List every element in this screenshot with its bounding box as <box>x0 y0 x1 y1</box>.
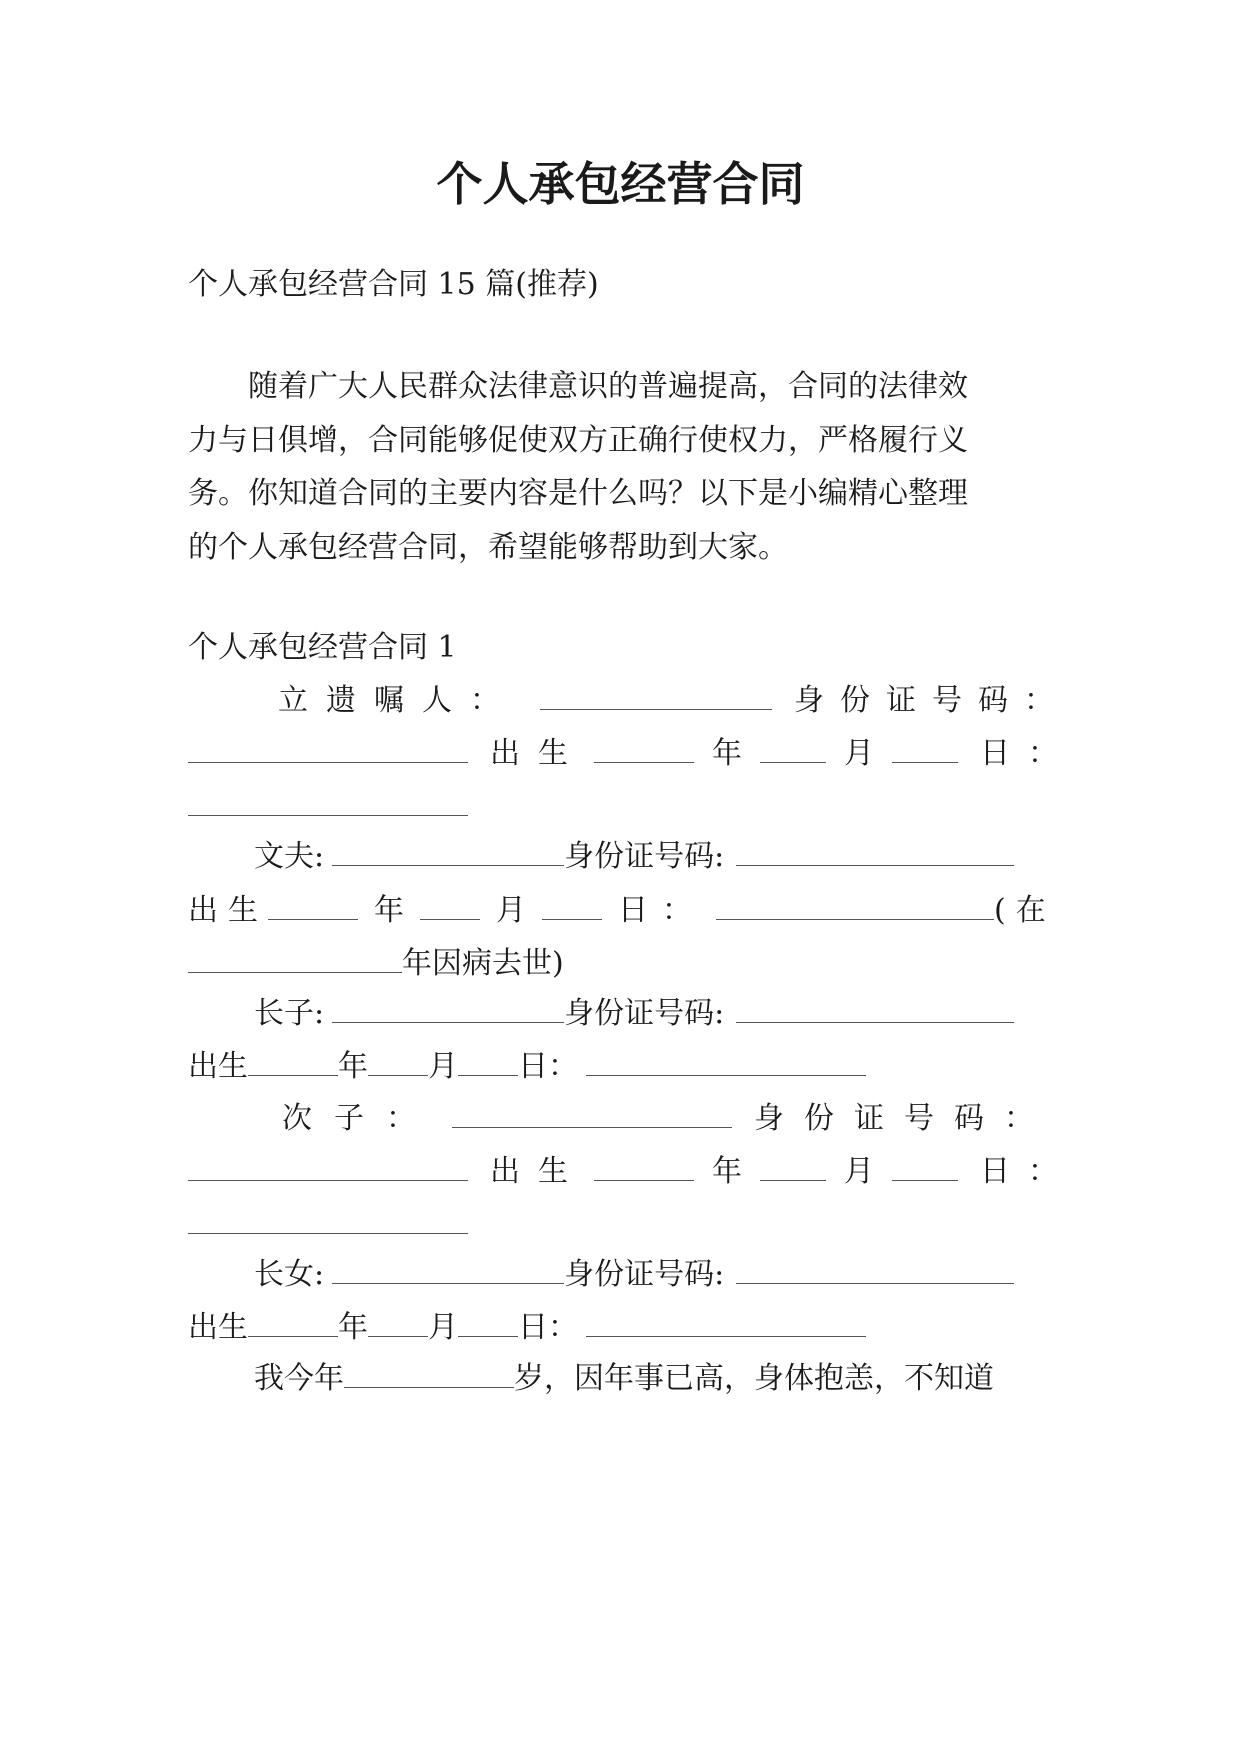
testator-id-blank[interactable] <box>188 734 468 763</box>
eldest-daughter-day-blank[interactable] <box>458 1308 518 1337</box>
eldest-son-birth-line <box>188 1046 1056 1088</box>
husband-label: 文夫: <box>254 839 325 874</box>
testator-line <box>188 680 1070 722</box>
age-label: 我今年 <box>254 1361 344 1396</box>
second-son-line <box>188 1098 1056 1140</box>
husband-month-blank[interactable] <box>420 891 480 920</box>
husband-id-blank[interactable] <box>736 837 1014 866</box>
intro-line-1: 随着广大人民群众法律意识的普遍提高，合同的法律效 <box>248 369 968 404</box>
birth-year-blank[interactable] <box>594 734 694 763</box>
testator-date-blank[interactable] <box>188 787 468 816</box>
year-label: 年 <box>712 1154 742 1189</box>
month-label: 月 <box>844 1154 874 1189</box>
eldest-son-id-label: 身份证号码: <box>564 996 725 1031</box>
day-label: 日： <box>618 893 706 928</box>
day-label: 日： <box>980 1154 1076 1189</box>
second-son-birth-line <box>188 1151 1076 1193</box>
month-label: 月 <box>428 1310 458 1345</box>
husband-year-blank[interactable] <box>268 891 358 920</box>
eldest-son-label: 长子: <box>254 996 325 1031</box>
intro-line-3: 务。你知道合同的主要内容是什么吗？以下是小编精心整理 <box>188 476 968 511</box>
month-label: 月 <box>844 736 874 771</box>
eldest-daughter-birth-line <box>188 1307 1056 1349</box>
year-label: 年 <box>338 1049 368 1084</box>
intro-line-2: 力与日俱增，合同能够促使双方正确行使权力，严格履行义 <box>188 423 968 458</box>
month-label: 月 <box>496 893 526 928</box>
eldest-daughter-line <box>188 1254 1056 1296</box>
section-heading: 个人承包经营合同 1 <box>188 630 457 665</box>
document-title: 个人承包经营合同 <box>436 157 805 211</box>
intro-line-4: 的个人承包经营合同，希望能够帮助到大家。 <box>188 530 788 565</box>
testator-date-line <box>188 786 1056 828</box>
birth-label: 出生 <box>490 736 586 771</box>
birth-month-blank[interactable] <box>760 734 826 763</box>
age-blank[interactable] <box>344 1359 514 1388</box>
eldest-daughter-id-label: 身份证号码: <box>564 1257 725 1292</box>
day-label: 日： <box>518 1310 578 1345</box>
eldest-son-month-blank[interactable] <box>368 1047 428 1076</box>
testator-birth-line <box>188 733 1076 775</box>
second-son-id-label: 身份证号码： <box>754 1101 1054 1136</box>
second-son-date-blank[interactable] <box>188 1205 468 1234</box>
husband-birth-line <box>188 890 1056 932</box>
year-label: 年 <box>338 1310 368 1345</box>
eldest-daughter-date-blank[interactable] <box>586 1308 866 1337</box>
eldest-son-name-blank[interactable] <box>332 994 564 1023</box>
eldest-son-id-blank[interactable] <box>736 994 1014 1023</box>
birth-label: 出生 <box>188 893 268 928</box>
birth-label: 出生 <box>188 1310 248 1345</box>
death-year-blank[interactable] <box>188 944 402 973</box>
testator-name-blank[interactable] <box>540 681 772 710</box>
year-label: 年 <box>374 893 404 928</box>
eldest-daughter-month-blank[interactable] <box>368 1308 428 1337</box>
husband-id-label: 身份证号码: <box>564 839 725 874</box>
husband-name-blank[interactable] <box>332 837 564 866</box>
birth-label: 出生 <box>188 1049 248 1084</box>
husband-date-blank[interactable] <box>716 891 994 920</box>
eldest-son-day-blank[interactable] <box>458 1047 518 1076</box>
second-son-year-blank[interactable] <box>594 1152 694 1181</box>
in-label: (在 <box>994 893 1056 928</box>
second-son-label: 次子： <box>282 1101 438 1136</box>
year-label: 年 <box>712 736 742 771</box>
month-label: 月 <box>428 1049 458 1084</box>
document-subtitle: 个人承包经营合同 15 篇(推荐) <box>188 267 599 302</box>
husband-death-line <box>188 943 1056 985</box>
eldest-daughter-name-blank[interactable] <box>332 1255 564 1284</box>
eldest-daughter-id-blank[interactable] <box>736 1255 1014 1284</box>
eldest-son-date-blank[interactable] <box>586 1047 866 1076</box>
second-son-id-blank[interactable] <box>188 1152 468 1181</box>
husband-line <box>188 836 1056 878</box>
day-label: 日： <box>980 736 1076 771</box>
second-son-name-blank[interactable] <box>452 1099 732 1128</box>
second-son-month-blank[interactable] <box>760 1152 826 1181</box>
second-son-date-line <box>188 1204 1056 1246</box>
eldest-daughter-year-blank[interactable] <box>248 1308 338 1337</box>
day-label: 日： <box>518 1049 578 1084</box>
eldest-son-line <box>188 993 1056 1035</box>
husband-day-blank[interactable] <box>542 891 602 920</box>
died-label: 年因病去世) <box>402 946 564 981</box>
eldest-son-year-blank[interactable] <box>248 1047 338 1076</box>
age-line <box>188 1358 1056 1400</box>
second-son-day-blank[interactable] <box>892 1152 958 1181</box>
eldest-daughter-label: 长女: <box>254 1257 325 1292</box>
testator-id-label: 身份证号码： <box>794 683 1070 718</box>
birth-day-blank[interactable] <box>892 734 958 763</box>
birth-label: 出生 <box>490 1154 586 1189</box>
age-tail-text: 岁，因年事已高，身体抱恙，不知道 <box>514 1361 994 1396</box>
testator-label: 立遗嘱人： <box>278 683 518 718</box>
